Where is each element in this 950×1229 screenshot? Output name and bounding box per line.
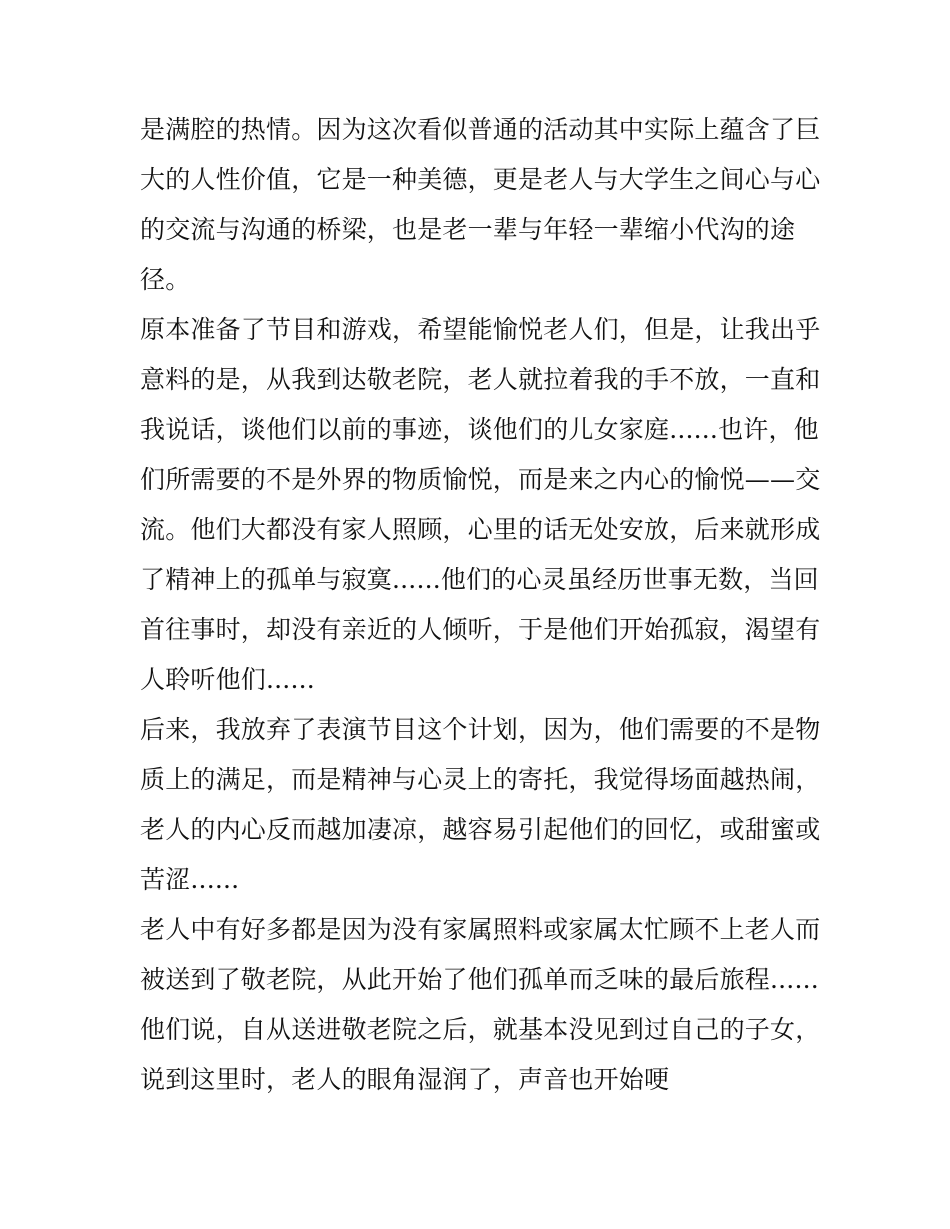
text-line: 老人中有好多都是因为没有家属照料或家属太忙顾不上老人而 <box>140 915 821 944</box>
text-line: 说到这里时，老人的眼角湿润了，声音也开始哽 <box>140 1065 670 1094</box>
text-line: 后来，我放弃了表演节目这个计划，因为，他们需要的不是物 <box>140 715 821 744</box>
text-line: 流。他们大都没有家人照顾，心里的话无处安放，后来就形成 <box>140 515 821 544</box>
text-line: 质上的满足，而是精神与心灵上的寄托，我觉得场面越热闹， <box>140 765 821 794</box>
text-line: 被送到了敬老院，从此开始了他们孤单而乏味的最后旅程...... <box>140 965 819 994</box>
text-line: 我说话，谈他们以前的事迹，谈他们的儿女家庭......也许，他 <box>140 415 819 444</box>
text-line: 老人的内心反而越加凄凉，越容易引起他们的回忆，或甜蜜或 <box>140 815 821 844</box>
text-line: 是满腔的热情。因为这次看似普通的活动其中实际上蕴含了巨 <box>140 115 821 144</box>
text-line: 他们说，自从送进敬老院之后，就基本没见到过自己的子女， <box>140 1015 821 1044</box>
text-line: 原本准备了节目和游戏，希望能愉悦老人们，但是，让我出乎 <box>140 315 821 344</box>
text-line: 苦涩...... <box>140 865 240 894</box>
text-line: 们所需要的不是外界的物质愉悦，而是来之内心的愉悦——交 <box>140 465 821 494</box>
text-line: 径。 <box>140 265 191 294</box>
text-line: 意料的是，从我到达敬老院，老人就拉着我的手不放，一直和 <box>140 365 821 394</box>
text-line: 人聆听他们...... <box>140 665 315 694</box>
text-line: 大的人性价值，它是一种美德，更是老人与大学生之间心与心 <box>140 165 821 194</box>
text-line: 了精神上的孤单与寂寞......他们的心灵虽经历世事无数，当回 <box>140 565 819 594</box>
text-line: 首往事时，却没有亲近的人倾听，于是他们开始孤寂，渴望有 <box>140 615 821 644</box>
document-body <box>140 105 821 1105</box>
text-line: 的交流与沟通的桥梁，也是老一辈与年轻一辈缩小代沟的途 <box>140 215 796 244</box>
